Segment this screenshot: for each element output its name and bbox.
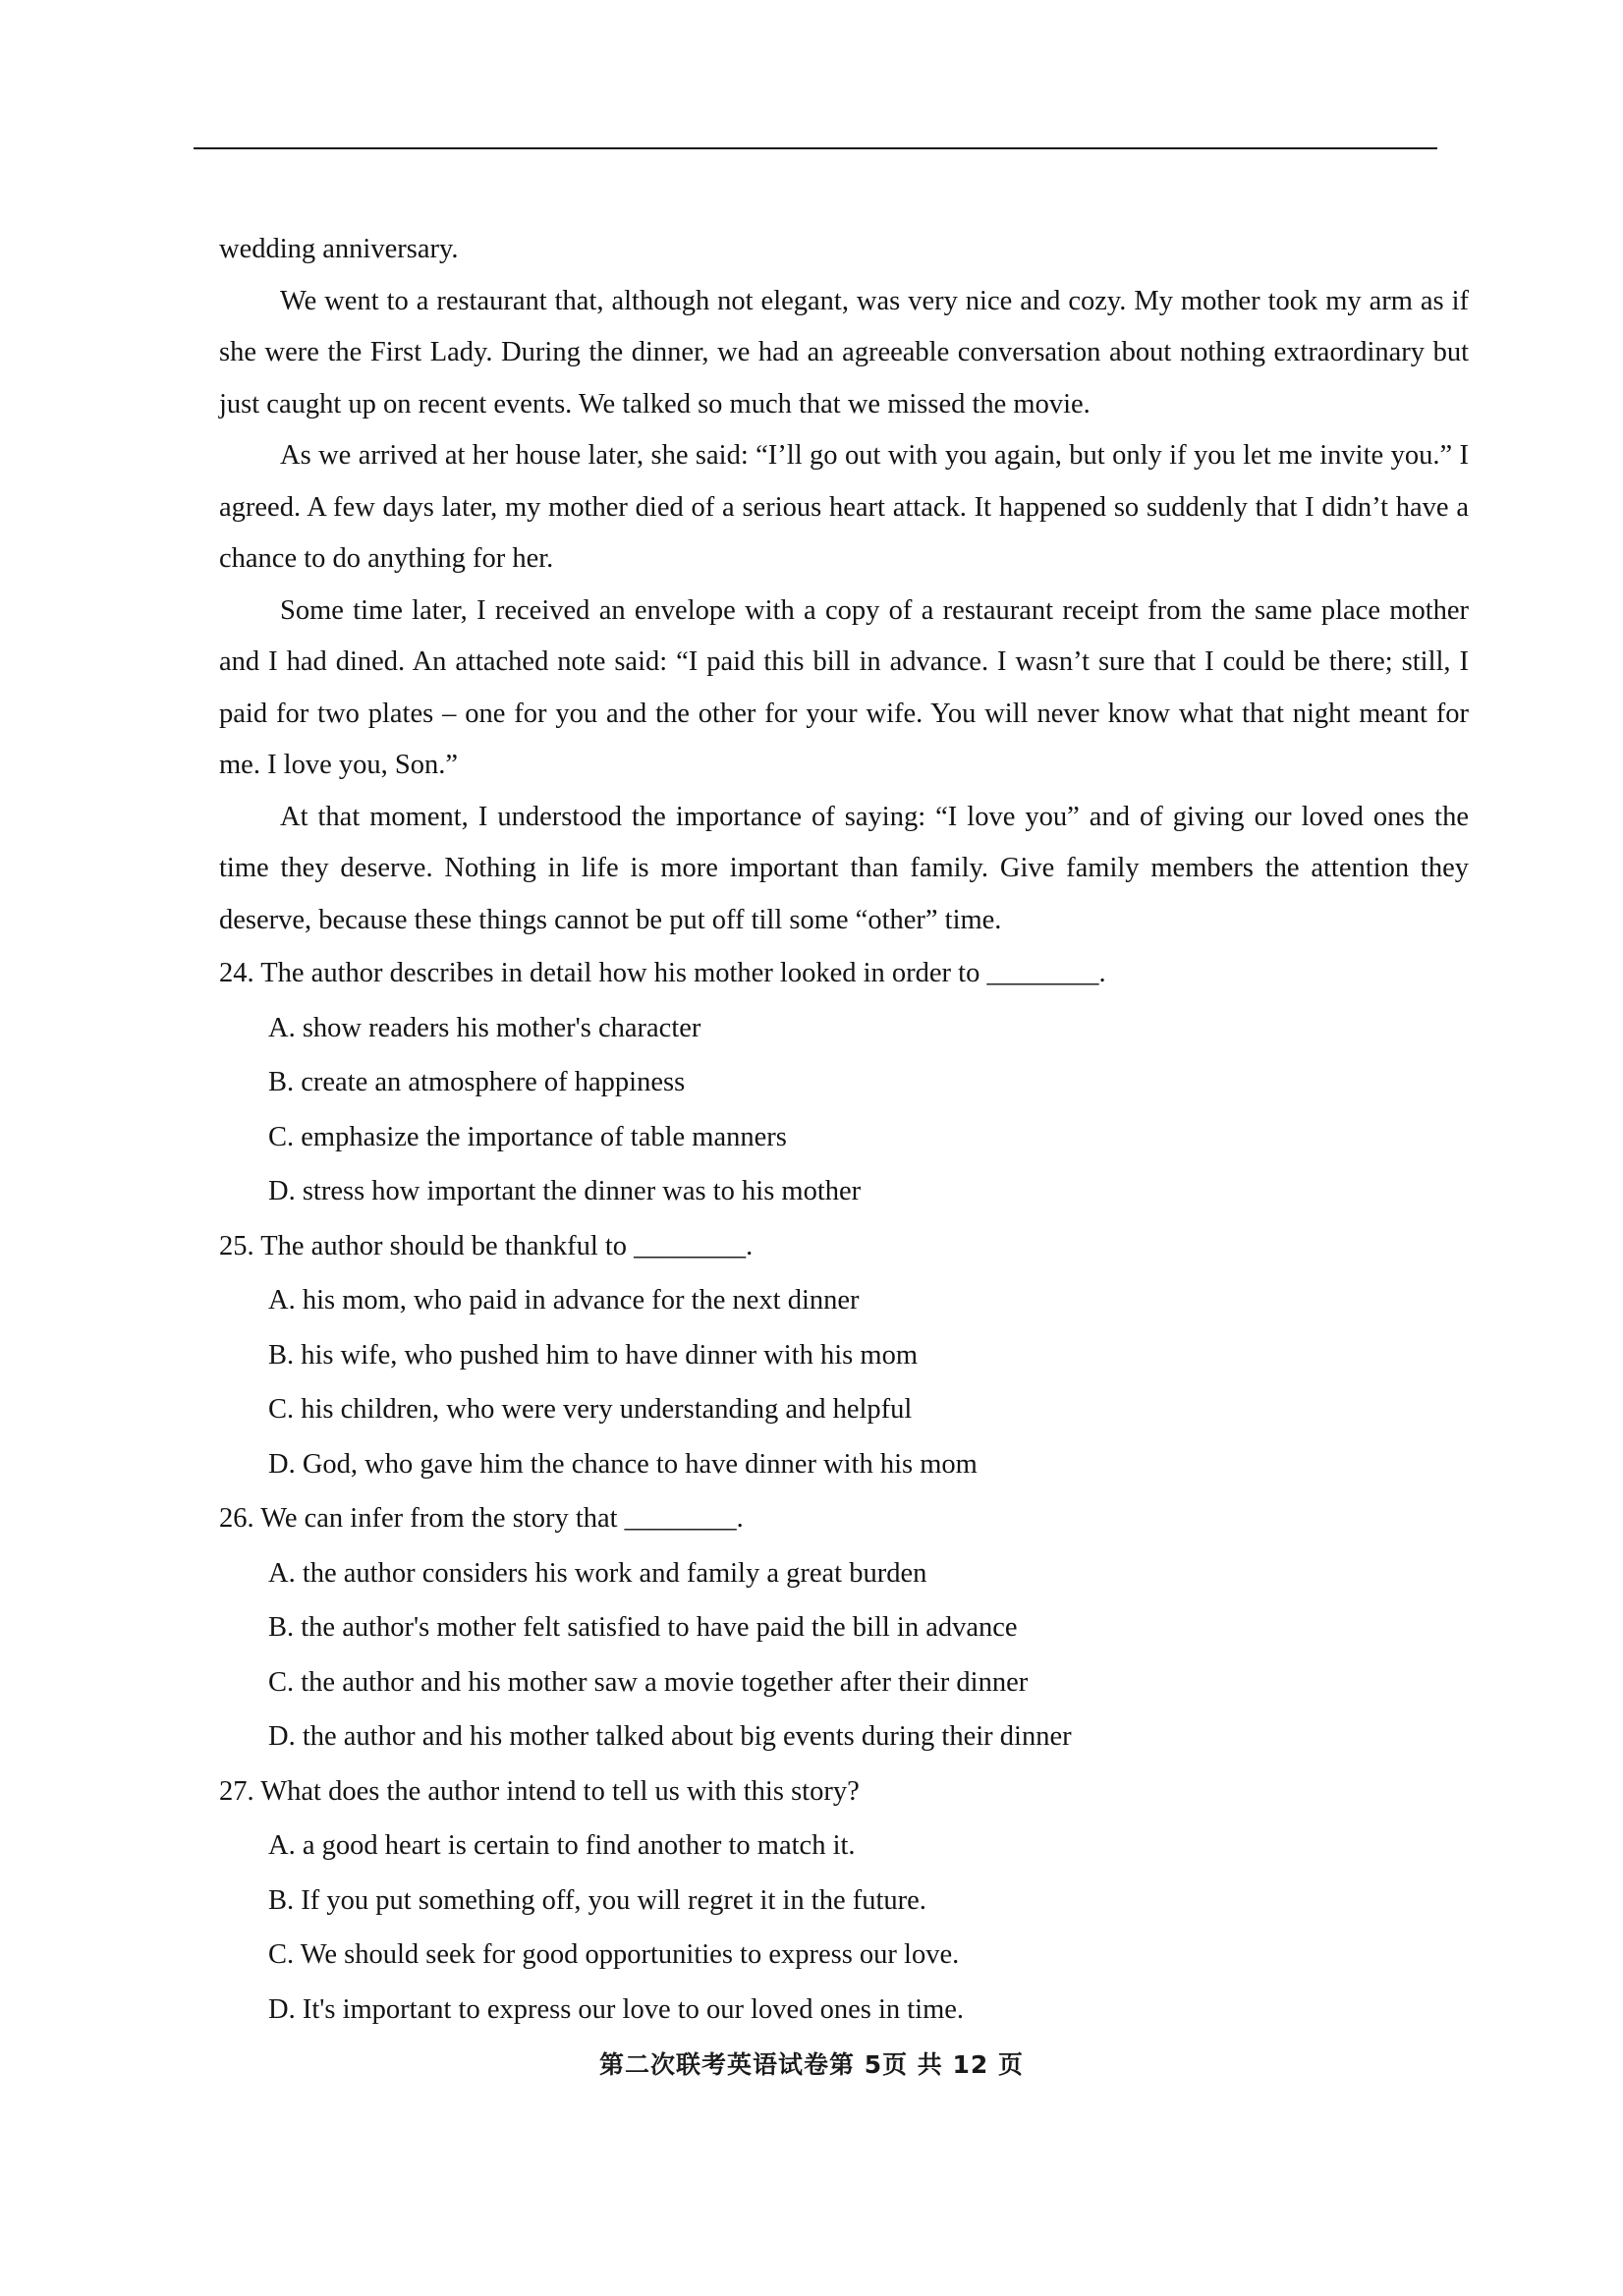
answer-option: D. stress how important the dinner was to his mother <box>268 1176 862 1206</box>
answer-option: D. It's important to express our love to our loved ones in time. <box>268 1993 965 2025</box>
answer-option: A. show readers his mother's character <box>268 1012 701 1043</box>
passage-paragraph: As we arrived at her house later, she said: “I’ll go out with you again, but only if you let me invite you.” I agreed. A few days later, my mother died of a serious heart attack. It happened so suddenly that I didn’t have a chance to do anything for her. <box>219 440 1469 574</box>
question-stem: 26. We can infer from the story that ________. <box>219 1503 744 1534</box>
question-stem: 25. The author should be thankful to ________. <box>219 1230 754 1261</box>
question-stem: 24. The author describes in detail how his mother looked in order to ________. <box>219 958 1106 988</box>
question-stem: 27. What does the author intend to tell us with this story? <box>219 1775 860 1807</box>
passage-paragraph: We went to a restaurant that, although not elegant, was very nice and cozy. My mother took my arm as if she were the First Lady. During the dinner, we had an agreeable conversation about nothing extraordinary but just caught up on recent events. We talked so much that we missed the movie. <box>219 285 1469 420</box>
answer-option: A. his mom, who paid in advance for the next dinner <box>268 1285 860 1316</box>
passage-paragraph: wedding anniversary. <box>219 234 459 264</box>
answer-option: A. the author considers his work and family a great burden <box>268 1557 927 1589</box>
question-block <box>219 1219 1469 1492</box>
reading-passage <box>219 224 1469 946</box>
question-block <box>219 946 1469 1219</box>
passage-paragraph: At that moment, I understood the importance of saying: “I love you” and of giving our loved ones the time they deserve. Nothing in life is more important than family. Give family members the attention they deserve, because these things cannot be put off till some “other” time. <box>219 801 1469 935</box>
answer-option: C. his children, who were very understanding and helpful <box>268 1394 913 1425</box>
page-footer: 第二次联考英语试卷第 5页 共 12 页 <box>598 2050 1024 2079</box>
answer-option: B. If you put something off, you will regret it in the future. <box>268 1884 926 1916</box>
answer-option: C. emphasize the importance of table manners <box>268 1121 787 1152</box>
header-rule <box>194 147 1437 149</box>
passage-paragraph: Some time later, I received an envelope with a copy of a restaurant receipt from the same place mother and I had dined. An attached note said: “I paid this bill in advance. I wasn’t sure that I could be there; still, I paid for two plates – one for you and the other for your wife. You will never know what that night meant for me. I love you, Son.” <box>219 594 1469 780</box>
exam-page-content <box>219 224 1469 2037</box>
answer-option: D. God, who gave him the chance to have dinner with his mom <box>268 1448 978 1480</box>
answer-option: A. a good heart is certain to find another to match it. <box>268 1830 856 1861</box>
answer-option: B. the author's mother felt satisfied to have paid the bill in advance <box>268 1612 1018 1643</box>
question-block <box>219 1764 1469 2038</box>
answer-option: C. the author and his mother saw a movie together after their dinner <box>268 1666 1029 1698</box>
answer-option: B. create an atmosphere of happiness <box>268 1067 686 1097</box>
answer-option: D. the author and his mother talked about big events during their dinner <box>268 1721 1072 1752</box>
answer-option: B. his wife, who pushed him to have dinner with his mom <box>268 1339 918 1371</box>
answer-option: C. We should seek for good opportunities to express our love. <box>268 1939 960 1970</box>
question-block <box>219 1491 1469 1764</box>
